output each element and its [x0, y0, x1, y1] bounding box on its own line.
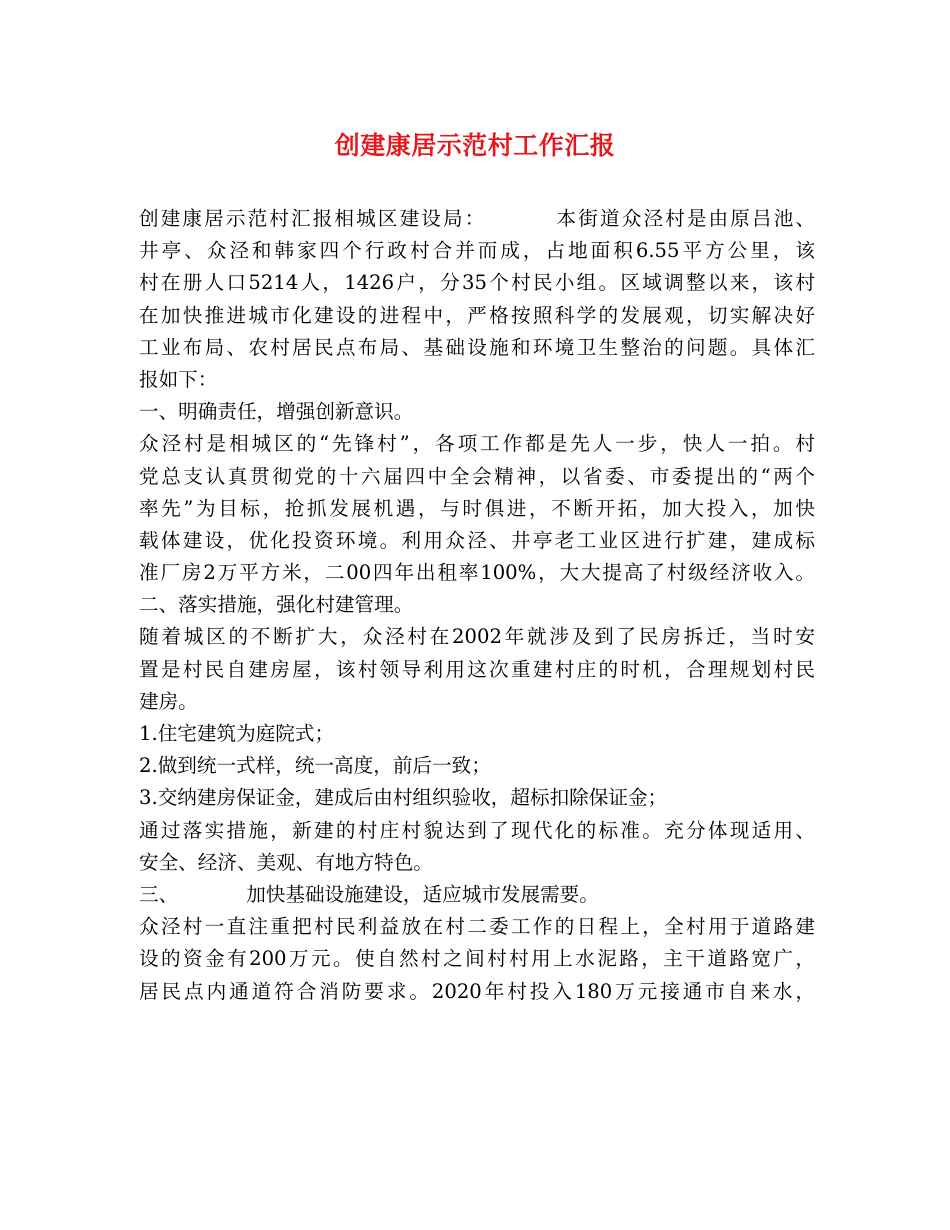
paragraph-line: 居民点内通道符合消防要求。2020年村投入180万元接通市自来水，: [139, 979, 815, 1003]
line-segment: 三、: [139, 882, 179, 906]
paragraph-line: 众泾村一直注重把村民利益放在村二委工作的日程上，全村用于道路建: [139, 915, 815, 939]
paragraph-line: 工业布局、农村居民点布局、基础设施和环境卫生整治的问题。具体汇: [139, 335, 815, 359]
document-title: 创建康居示范村工作汇报: [334, 131, 616, 160]
paragraph-line: 随着城区的不断扩大，众泾村在2002年就涉及到了民房拆迁，当时安: [139, 625, 815, 649]
paragraph-line: 安全、经济、美观、有地方特色。: [139, 850, 433, 874]
section-heading: [139, 879, 815, 911]
paragraph-line: 建房。: [139, 689, 198, 713]
paragraph-line: 通过落实措施，新建的村庄村貌达到了现代化的标准。充分体现适用、: [139, 818, 815, 842]
list-item: 1.住宅建筑为庭院式；: [139, 722, 335, 745]
paragraph-line: 设的资金有200万元。使自然村之间村村用上水泥路，主干道路宽广，: [139, 947, 815, 971]
section-heading: 一、明确责任，增强创新意识。: [139, 400, 414, 424]
document-body: [139, 203, 815, 1008]
paragraph-line: 报如下：: [139, 367, 218, 391]
section-heading: 二、落实措施，强化村建管理。: [139, 593, 414, 617]
paragraph-line: 众泾村是相城区的“先锋村”，各项工作都是先人一步，快人一拍。村: [139, 432, 815, 456]
paragraph-line: 井亭、众泾和韩家四个行政村合并而成，占地面积6.55平方公里，该: [139, 239, 815, 263]
list-item: 2.做到统一式样，统一高度，前后一致；: [139, 754, 491, 778]
paragraph-line: 率先”为目标，抢抓发展机遇，与时俱进，不断开拓，加大投入，加快: [139, 496, 815, 520]
paragraph-line: 载体建设，优化投资环境。利用众泾、井亭老工业区进行扩建，建成标: [139, 528, 815, 552]
list-item: 3.交纳建房保证金，建成后由村组织验收，超标扣除保证金；: [139, 786, 668, 810]
line-segment: 创建康居示范村汇报相城区建设局：: [139, 207, 487, 230]
paragraph-line: [139, 203, 815, 235]
paragraph-line: 党总支认真贯彻党的十六届四中全会精神，以省委、市委提出的“两个: [139, 464, 815, 488]
paragraph-line: 村在册人口5214人，1426户，分35个村民小组。区域调整以来，该村: [139, 271, 815, 295]
paragraph-line: 准厂房2万平方米，二00四年出租率100%，大大提高了村级经济收入。: [139, 561, 815, 585]
paragraph-line: 在加快推进城市化建设的进程中，严格按照科学的发展观，切实解决好: [139, 303, 815, 327]
line-segment: 本街道众泾村是由原吕池、: [554, 207, 816, 230]
paragraph-line: 置是村民自建房屋，该村领导利用这次重建村庄的时机，合理规划村民: [139, 657, 815, 681]
line-segment: 加快基础设施建设，适应城市发展需要。: [246, 882, 599, 906]
